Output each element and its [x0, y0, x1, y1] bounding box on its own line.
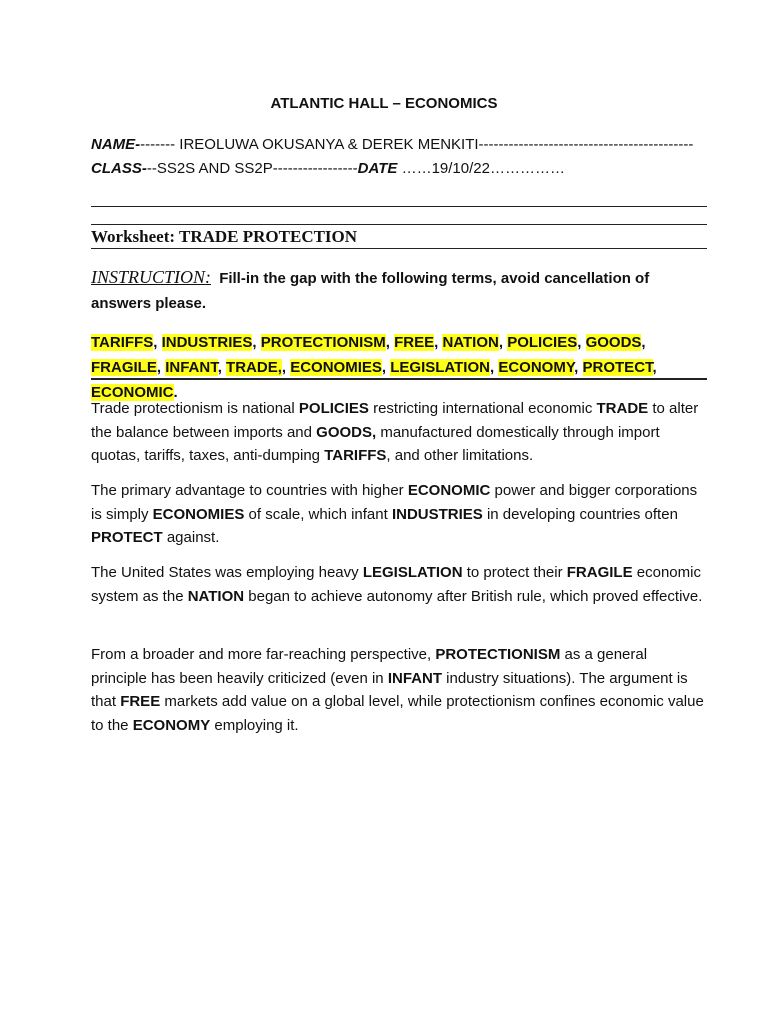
paragraph-text: restricting international economic	[368, 400, 597, 417]
class-value: --SS2S AND SS2P-----------------	[146, 160, 358, 177]
paragraph-text: The primary advantage to countries with higher	[91, 482, 408, 499]
paragraph-text: of scale, which infant	[244, 505, 392, 523]
paragraph-text: to alter the balance between imports and	[91, 400, 699, 441]
answer-word: FREE	[120, 693, 161, 710]
paragraph	[91, 643, 706, 737]
paragraph-text: began to achieve autonomy after British rule, which proved effective.	[244, 587, 703, 605]
answer-word: GOODS,	[316, 423, 377, 441]
answer-word: LEGISLATION	[362, 564, 463, 581]
divider-line	[91, 378, 707, 380]
paragraph-text: From a broader and more far-reaching perspective,	[91, 646, 436, 663]
paragraph-text: industry situations). The argument is that	[91, 669, 688, 710]
term-item: NATION	[442, 334, 499, 351]
paragraph-text: manufactured domestically through import quotas, tariffs, taxes, anti-dumping	[91, 423, 660, 464]
term-separator: ,	[252, 334, 261, 351]
paragraph-text: economic system as the	[91, 564, 701, 605]
date-label: DATE	[357, 160, 398, 177]
answer-word: NATION	[187, 587, 245, 605]
term-separator: ,	[574, 359, 583, 376]
term-separator: ,	[498, 334, 508, 351]
answer-word: TARIFFS	[324, 447, 387, 464]
class-label: CLASS-	[91, 160, 147, 177]
paragraph-text: markets add value on a global level, while protectionism confines economic value to the	[91, 693, 704, 734]
paragraph-text: as a general principle has been heavily criticized (even in	[91, 646, 648, 687]
paragraph-text: The United States was employing heavy	[91, 564, 363, 581]
worksheet-label: Worksheet:	[91, 227, 176, 246]
term-item: FRAGILE	[91, 359, 157, 376]
term-separator: .	[173, 384, 178, 401]
date-value: ……19/10/22……………	[401, 160, 565, 177]
name-label: NAME-	[91, 136, 141, 153]
term-bank	[91, 330, 707, 405]
answer-word: ECONOMIES	[152, 505, 245, 523]
answer-word: ECONOMY	[132, 716, 211, 734]
answer-word: ECONOMIC	[407, 482, 491, 499]
term-item: INFANT	[165, 359, 218, 376]
paragraph-text: to protect their	[462, 564, 567, 581]
answer-word: INFANT	[387, 669, 442, 687]
paragraph-text: employing it.	[210, 716, 299, 734]
divider-line	[91, 206, 707, 207]
worksheet-heading	[91, 227, 357, 247]
paragraph	[91, 479, 706, 550]
page-title: ATLANTIC HALL – ECONOMICS	[270, 95, 498, 112]
paragraph-text: against.	[162, 529, 220, 546]
paragraph	[91, 561, 706, 608]
term-item: PROTECTIONISM	[260, 334, 386, 351]
paragraph-text: Trade protectionism is national	[91, 400, 299, 417]
term-separator: ,	[641, 334, 646, 351]
term-item: POLICIES	[507, 334, 578, 351]
term-item: INDUSTRIES	[161, 334, 253, 351]
term-separator: ,	[385, 334, 395, 351]
term-separator: ,	[577, 334, 586, 351]
answer-word: PROTECT	[91, 529, 163, 546]
term-separator: ,	[153, 334, 162, 351]
term-item: TRADE,	[226, 359, 282, 376]
term-separator: ,	[281, 359, 291, 376]
paragraph-text: , and other limitations.	[386, 447, 534, 464]
term-item: LEGISLATION	[390, 359, 490, 376]
term-separator: ,	[434, 334, 443, 351]
term-item: TARIFFS	[91, 334, 154, 351]
worksheet-topic: TRADE PROTECTION	[179, 227, 358, 246]
term-separator: ,	[156, 359, 166, 376]
term-separator: ,	[652, 359, 657, 376]
answer-word: TRADE	[596, 400, 649, 417]
answer-word: FRAGILE	[566, 564, 633, 581]
divider-line	[91, 224, 707, 225]
paragraph-text: in developing countries often	[482, 505, 678, 523]
answer-word: INDUSTRIES	[391, 505, 483, 523]
term-separator: ,	[217, 359, 227, 376]
term-item: PROTECT	[582, 359, 653, 376]
term-item: ECONOMIC	[91, 384, 174, 401]
answer-word: PROTECTIONISM	[435, 646, 561, 663]
term-item: GOODS	[585, 334, 642, 351]
term-item: ECONOMY	[498, 359, 575, 376]
term-item: ECONOMIES	[290, 359, 382, 376]
divider-line	[91, 248, 707, 249]
student-info	[91, 133, 711, 181]
answer-word: POLICIES	[298, 400, 369, 417]
instruction	[91, 265, 701, 316]
instruction-label: INSTRUCTION:	[91, 267, 212, 287]
paragraph	[91, 397, 706, 468]
term-item: FREE	[394, 334, 435, 351]
name-value: ------- IREOLUWA OKUSANYA & DEREK MENKITI-------------------------------------------	[140, 136, 694, 153]
paragraph-text: power and bigger corporations is simply	[91, 482, 698, 523]
term-separator: ,	[381, 359, 391, 376]
term-separator: ,	[489, 359, 499, 376]
instruction-text: Fill-in the gap with the following terms, avoid cancellation of answers please.	[91, 270, 650, 312]
